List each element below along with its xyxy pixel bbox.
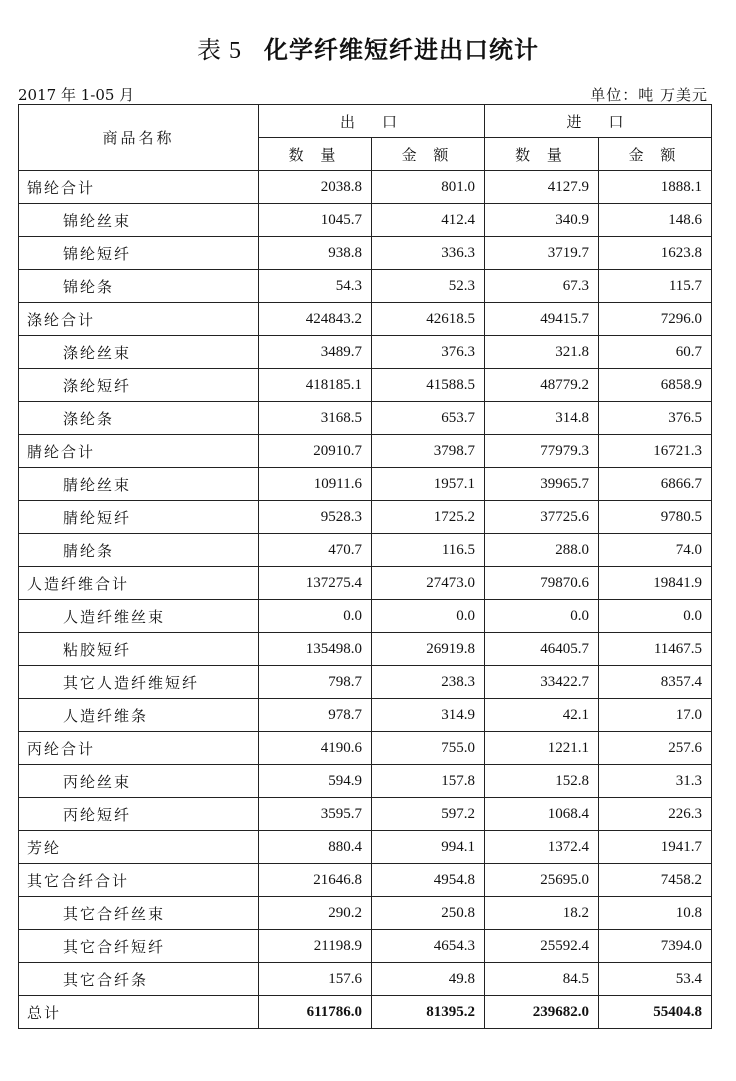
export-quantity-cell: 424843.2 bbox=[259, 303, 372, 336]
table-row bbox=[19, 369, 712, 402]
import-amount-cell: 1623.8 bbox=[599, 237, 712, 270]
total-row bbox=[19, 996, 712, 1029]
export-amount-cell: 314.9 bbox=[372, 699, 485, 732]
table-title: 化学纤维短纤进出口统计 bbox=[264, 36, 539, 64]
import-amount-cell: 53.4 bbox=[599, 963, 712, 996]
export-quantity-cell: 137275.4 bbox=[259, 567, 372, 600]
import-quantity-cell: 67.3 bbox=[485, 270, 599, 303]
export-amount-cell: 26919.8 bbox=[372, 633, 485, 666]
product-name-cell: 锦纶短纤 bbox=[19, 237, 259, 270]
export-quantity-cell: 978.7 bbox=[259, 699, 372, 732]
import-quantity-cell: 84.5 bbox=[485, 963, 599, 996]
export-quantity-cell: 9528.3 bbox=[259, 501, 372, 534]
export-amount-cell: 157.8 bbox=[372, 765, 485, 798]
import-quantity-cell: 42.1 bbox=[485, 699, 599, 732]
product-name-cell: 丙纶丝束 bbox=[19, 765, 259, 798]
export-amount-cell: 336.3 bbox=[372, 237, 485, 270]
export-quantity-cell: 3489.7 bbox=[259, 336, 372, 369]
export-amount-cell: 52.3 bbox=[372, 270, 485, 303]
export-amount-cell: 27473.0 bbox=[372, 567, 485, 600]
export-quantity-cell: 418185.1 bbox=[259, 369, 372, 402]
export-amount-cell: 81395.2 bbox=[372, 996, 485, 1029]
header-export-quantity: 数 量 bbox=[259, 138, 372, 171]
export-amount-cell: 412.4 bbox=[372, 204, 485, 237]
import-amount-cell: 8357.4 bbox=[599, 666, 712, 699]
product-name-cell: 腈纶条 bbox=[19, 534, 259, 567]
import-amount-cell: 31.3 bbox=[599, 765, 712, 798]
export-quantity-cell: 54.3 bbox=[259, 270, 372, 303]
table-row bbox=[19, 633, 712, 666]
table-row bbox=[19, 798, 712, 831]
import-quantity-cell: 3719.7 bbox=[485, 237, 599, 270]
export-quantity-cell: 4190.6 bbox=[259, 732, 372, 765]
product-name-cell: 其它合纤合计 bbox=[19, 864, 259, 897]
table-row bbox=[19, 732, 712, 765]
import-amount-cell: 7458.2 bbox=[599, 864, 712, 897]
import-amount-cell: 257.6 bbox=[599, 732, 712, 765]
import-quantity-cell: 1068.4 bbox=[485, 798, 599, 831]
product-name-cell: 芳纶 bbox=[19, 831, 259, 864]
export-amount-cell: 376.3 bbox=[372, 336, 485, 369]
import-amount-cell: 16721.3 bbox=[599, 435, 712, 468]
table-row bbox=[19, 897, 712, 930]
table-row bbox=[19, 336, 712, 369]
table-row bbox=[19, 930, 712, 963]
import-quantity-cell: 0.0 bbox=[485, 600, 599, 633]
export-quantity-cell: 3595.7 bbox=[259, 798, 372, 831]
export-quantity-cell: 798.7 bbox=[259, 666, 372, 699]
export-amount-cell: 994.1 bbox=[372, 831, 485, 864]
product-name-cell: 腈纶丝束 bbox=[19, 468, 259, 501]
import-quantity-cell: 25695.0 bbox=[485, 864, 599, 897]
export-amount-cell: 653.7 bbox=[372, 402, 485, 435]
trade-statistics-table bbox=[18, 104, 712, 1029]
product-name-cell: 涤纶短纤 bbox=[19, 369, 259, 402]
import-amount-cell: 115.7 bbox=[599, 270, 712, 303]
export-amount-cell: 116.5 bbox=[372, 534, 485, 567]
export-amount-cell: 1725.2 bbox=[372, 501, 485, 534]
import-quantity-cell: 77979.3 bbox=[485, 435, 599, 468]
header-product-name: 商品名称 bbox=[19, 105, 259, 171]
import-quantity-cell: 321.8 bbox=[485, 336, 599, 369]
export-quantity-cell: 21646.8 bbox=[259, 864, 372, 897]
import-quantity-cell: 288.0 bbox=[485, 534, 599, 567]
import-quantity-cell: 152.8 bbox=[485, 765, 599, 798]
export-amount-cell: 4654.3 bbox=[372, 930, 485, 963]
table-row bbox=[19, 864, 712, 897]
product-name-cell: 其它合纤短纤 bbox=[19, 930, 259, 963]
import-amount-cell: 60.7 bbox=[599, 336, 712, 369]
product-name-cell: 人造纤维丝束 bbox=[19, 600, 259, 633]
import-amount-cell: 74.0 bbox=[599, 534, 712, 567]
import-amount-cell: 19841.9 bbox=[599, 567, 712, 600]
table-row bbox=[19, 600, 712, 633]
header-export-amount: 金 额 bbox=[372, 138, 485, 171]
import-amount-cell: 1888.1 bbox=[599, 171, 712, 204]
import-quantity-cell: 46405.7 bbox=[485, 633, 599, 666]
product-name-cell: 涤纶条 bbox=[19, 402, 259, 435]
export-amount-cell: 0.0 bbox=[372, 600, 485, 633]
table-row bbox=[19, 204, 712, 237]
export-amount-cell: 41588.5 bbox=[372, 369, 485, 402]
header-import: 进 口 bbox=[485, 105, 712, 138]
product-name-cell: 人造纤维条 bbox=[19, 699, 259, 732]
product-name-cell: 人造纤维合计 bbox=[19, 567, 259, 600]
product-name-cell: 其它人造纤维短纤 bbox=[19, 666, 259, 699]
header-export: 出 口 bbox=[259, 105, 485, 138]
import-quantity-cell: 340.9 bbox=[485, 204, 599, 237]
table-row bbox=[19, 303, 712, 336]
export-amount-cell: 238.3 bbox=[372, 666, 485, 699]
product-name-cell: 粘胶短纤 bbox=[19, 633, 259, 666]
import-quantity-cell: 1221.1 bbox=[485, 732, 599, 765]
product-name-cell: 锦纶条 bbox=[19, 270, 259, 303]
page-title bbox=[0, 30, 736, 65]
table-body bbox=[19, 171, 712, 1029]
unit-label: 单位：吨 万美元 bbox=[590, 86, 708, 104]
export-quantity-cell: 135498.0 bbox=[259, 633, 372, 666]
export-amount-cell: 801.0 bbox=[372, 171, 485, 204]
table-row bbox=[19, 831, 712, 864]
table-number: 表 5 bbox=[197, 38, 242, 64]
export-quantity-cell: 10911.6 bbox=[259, 468, 372, 501]
table-row bbox=[19, 699, 712, 732]
import-quantity-cell: 314.8 bbox=[485, 402, 599, 435]
import-quantity-cell: 39965.7 bbox=[485, 468, 599, 501]
total-label: 总计 bbox=[19, 996, 259, 1029]
header-import-quantity: 数 量 bbox=[485, 138, 599, 171]
export-amount-cell: 250.8 bbox=[372, 897, 485, 930]
import-amount-cell: 1941.7 bbox=[599, 831, 712, 864]
import-amount-cell: 6858.9 bbox=[599, 369, 712, 402]
export-amount-cell: 3798.7 bbox=[372, 435, 485, 468]
product-name-cell: 丙纶合计 bbox=[19, 732, 259, 765]
export-amount-cell: 42618.5 bbox=[372, 303, 485, 336]
header-import-amount: 金 额 bbox=[599, 138, 712, 171]
export-quantity-cell: 20910.7 bbox=[259, 435, 372, 468]
import-amount-cell: 17.0 bbox=[599, 699, 712, 732]
table-row bbox=[19, 567, 712, 600]
import-quantity-cell: 239682.0 bbox=[485, 996, 599, 1029]
import-amount-cell: 0.0 bbox=[599, 600, 712, 633]
product-name-cell: 涤纶合计 bbox=[19, 303, 259, 336]
table-row bbox=[19, 237, 712, 270]
export-quantity-cell: 938.8 bbox=[259, 237, 372, 270]
export-quantity-cell: 880.4 bbox=[259, 831, 372, 864]
product-name-cell: 腈纶短纤 bbox=[19, 501, 259, 534]
table-row bbox=[19, 963, 712, 996]
table-row bbox=[19, 666, 712, 699]
export-quantity-cell: 157.6 bbox=[259, 963, 372, 996]
table-row bbox=[19, 402, 712, 435]
import-quantity-cell: 33422.7 bbox=[485, 666, 599, 699]
product-name-cell: 涤纶丝束 bbox=[19, 336, 259, 369]
product-name-cell: 腈纶合计 bbox=[19, 435, 259, 468]
table-row bbox=[19, 171, 712, 204]
import-quantity-cell: 25592.4 bbox=[485, 930, 599, 963]
export-quantity-cell: 3168.5 bbox=[259, 402, 372, 435]
export-amount-cell: 1957.1 bbox=[372, 468, 485, 501]
import-amount-cell: 11467.5 bbox=[599, 633, 712, 666]
export-amount-cell: 49.8 bbox=[372, 963, 485, 996]
product-name-cell: 其它合纤条 bbox=[19, 963, 259, 996]
import-quantity-cell: 48779.2 bbox=[485, 369, 599, 402]
table-row bbox=[19, 270, 712, 303]
export-quantity-cell: 611786.0 bbox=[259, 996, 372, 1029]
import-quantity-cell: 79870.6 bbox=[485, 567, 599, 600]
period-label: 2017 年 1-05 月 bbox=[18, 86, 135, 104]
import-amount-cell: 7296.0 bbox=[599, 303, 712, 336]
import-amount-cell: 148.6 bbox=[599, 204, 712, 237]
import-quantity-cell: 37725.6 bbox=[485, 501, 599, 534]
import-quantity-cell: 1372.4 bbox=[485, 831, 599, 864]
export-quantity-cell: 290.2 bbox=[259, 897, 372, 930]
import-quantity-cell: 4127.9 bbox=[485, 171, 599, 204]
table-row bbox=[19, 435, 712, 468]
import-quantity-cell: 18.2 bbox=[485, 897, 599, 930]
table-row bbox=[19, 765, 712, 798]
table-row bbox=[19, 468, 712, 501]
export-quantity-cell: 470.7 bbox=[259, 534, 372, 567]
product-name-cell: 丙纶短纤 bbox=[19, 798, 259, 831]
import-amount-cell: 376.5 bbox=[599, 402, 712, 435]
export-quantity-cell: 0.0 bbox=[259, 600, 372, 633]
import-amount-cell: 226.3 bbox=[599, 798, 712, 831]
import-quantity-cell: 49415.7 bbox=[485, 303, 599, 336]
import-amount-cell: 7394.0 bbox=[599, 930, 712, 963]
export-amount-cell: 4954.8 bbox=[372, 864, 485, 897]
import-amount-cell: 10.8 bbox=[599, 897, 712, 930]
product-name-cell: 锦纶丝束 bbox=[19, 204, 259, 237]
product-name-cell: 锦纶合计 bbox=[19, 171, 259, 204]
export-amount-cell: 597.2 bbox=[372, 798, 485, 831]
import-amount-cell: 9780.5 bbox=[599, 501, 712, 534]
export-quantity-cell: 21198.9 bbox=[259, 930, 372, 963]
export-quantity-cell: 594.9 bbox=[259, 765, 372, 798]
export-quantity-cell: 2038.8 bbox=[259, 171, 372, 204]
import-amount-cell: 6866.7 bbox=[599, 468, 712, 501]
product-name-cell: 其它合纤丝束 bbox=[19, 897, 259, 930]
import-amount-cell: 55404.8 bbox=[599, 996, 712, 1029]
table-row bbox=[19, 501, 712, 534]
export-quantity-cell: 1045.7 bbox=[259, 204, 372, 237]
table-row bbox=[19, 534, 712, 567]
export-amount-cell: 755.0 bbox=[372, 732, 485, 765]
